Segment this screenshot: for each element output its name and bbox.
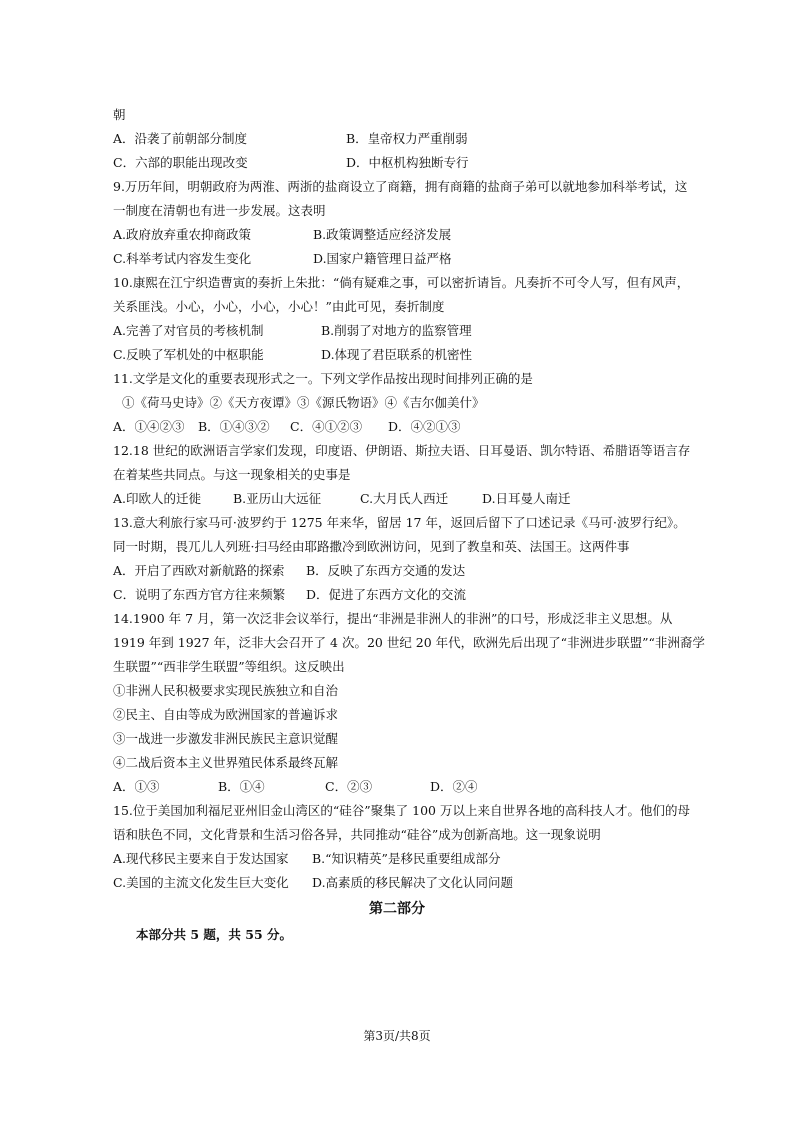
question-stem: 12.18 世纪的欧洲语言学家们发现，印度语、伊朗语、斯拉夫语、日耳曼语、凯尔特语、希腊语等语言存	[113, 443, 691, 458]
question-stem: 一制度在清朝也有进一步发展。这表明	[113, 203, 326, 218]
statement: ④二战后资本主义世界殖民体系最终瓦解	[113, 755, 339, 770]
option-d: D.日耳曼人南迁	[482, 491, 571, 506]
option-c: C．说明了东西方官方往来频繁	[113, 587, 286, 602]
question-fragment: 朝	[113, 107, 126, 122]
question-stem: 14.1900 年 7 月，第一次泛非会议举行，提出“非洲是非洲人的非洲”的口号，形成泛非主义思想。从	[113, 611, 673, 626]
option-a: A．沿袭了前朝部分制度	[113, 131, 248, 146]
statement: ②民主、自由等成为欧洲国家的普遍诉求	[113, 707, 339, 722]
option-c: C.反映了军机处的中枢职能	[113, 347, 264, 362]
option-b: B.削弱了对地方的监察管理	[321, 323, 472, 338]
option-c: C．六部的职能出现改变	[113, 155, 248, 170]
option-a: A．①③	[113, 779, 160, 794]
statement: ①非洲人民积极要求实现民族独立和自治	[113, 683, 339, 698]
question-stem: 同一时期，畏兀儿人列班·扫马经由耶路撒冷到欧洲访问，见到了教皇和英、法国王。这两件事	[113, 539, 630, 554]
question-stem: 1919 年到 1927 年，泛非大会召开了 4 次。20 世纪 20 年代，欧洲先后出现了“非洲进步联盟”“非洲裔学	[113, 635, 705, 650]
question-stem: 11.文学是文化的重要表现形式之一。下列文学作品按出现时间排列正确的是	[113, 371, 533, 386]
option-d: D．促进了东西方文化的交流	[306, 587, 467, 602]
question-stem: 15.位于美国加利福尼亚州旧金山湾区的“硅谷”聚集了 100 万以上来自世界各地的高科技人才。他们的母	[113, 803, 690, 818]
option-d: D．②④	[430, 779, 478, 794]
option-d: D.高素质的移民解决了文化认同问题	[312, 875, 514, 890]
page-number: 第3页/共8页	[363, 1029, 431, 1043]
section-heading: 第二部分	[369, 901, 425, 917]
option-a: A.政府放弃重农抑商政策	[113, 227, 252, 242]
option-b: B.“知识精英”是移民重要组成部分	[312, 851, 501, 866]
option-d: D．中枢机构独断专行	[346, 155, 469, 170]
option-c: C．④①②③	[290, 419, 363, 434]
question-stem: 在着某些共同点。与这一现象相关的史事是	[113, 467, 351, 482]
question-items: ①《荷马史诗》②《天方夜谭》③《源氏物语》④《吉尔伽美什》	[122, 395, 485, 410]
option-d: D.体现了君臣联系的机密性	[321, 347, 473, 362]
question-stem: 10.康熙在江宁织造曹寅的奏折上朱批：“倘有疑难之事，可以密折请旨。凡奏折不可令人写，但有风声，	[113, 275, 690, 290]
option-a: A.现代移民主要来自于发达国家	[113, 851, 289, 866]
question-stem: 关系匪浅。小心，小心，小心，小心！”由此可见，奏折制度	[113, 299, 445, 314]
option-d: D．④②①③	[388, 419, 461, 434]
option-a: A．开启了西欧对新航路的探索	[113, 563, 285, 578]
option-c: C.大月氏人西迁	[360, 491, 449, 506]
question-stem: 语和肤色不同，文化背景和生活习俗各异，共同推动“硅谷”成为创新高地。这一现象说明	[113, 827, 601, 842]
option-a: A．①④②③	[113, 419, 185, 434]
option-b: B．①④③②	[198, 419, 270, 434]
option-c: C.科举考试内容发生变化	[113, 251, 252, 266]
question-stem: 9.万历年间，明朝政府为两淮、两浙的盐商设立了商籍，拥有商籍的盐商子弟可以就地参加科举考试，这	[113, 179, 688, 194]
option-b: B．反映了东西方交通的发达	[306, 563, 466, 578]
question-stem: 13.意大利旅行家马可·波罗约于 1275 年来华，留居 17 年，返回后留下了口述记录《马可·波罗行纪》。	[113, 515, 686, 530]
question-stem: 生联盟”“西非学生联盟”等组织。这反映出	[113, 659, 345, 674]
option-a: A.印欧人的迁徙	[113, 491, 202, 506]
statement: ③一战进一步激发非洲民族民主意识觉醒	[113, 731, 339, 746]
option-a: A.完善了对官员的考核机制	[113, 323, 264, 338]
option-b: B．皇帝权力严重削弱	[346, 131, 468, 146]
option-d: D.国家户籍管理日益严格	[313, 251, 452, 266]
option-c: C．②③	[325, 779, 373, 794]
option-b: B.政策调整适应经济发展	[313, 227, 452, 242]
option-c: C.美国的主流文化发生巨大变化	[113, 875, 289, 890]
option-b: B.亚历山大远征	[233, 491, 322, 506]
option-b: B．①④	[218, 779, 265, 794]
section-note: 本部分共 5 题，共 55 分。	[136, 927, 293, 942]
